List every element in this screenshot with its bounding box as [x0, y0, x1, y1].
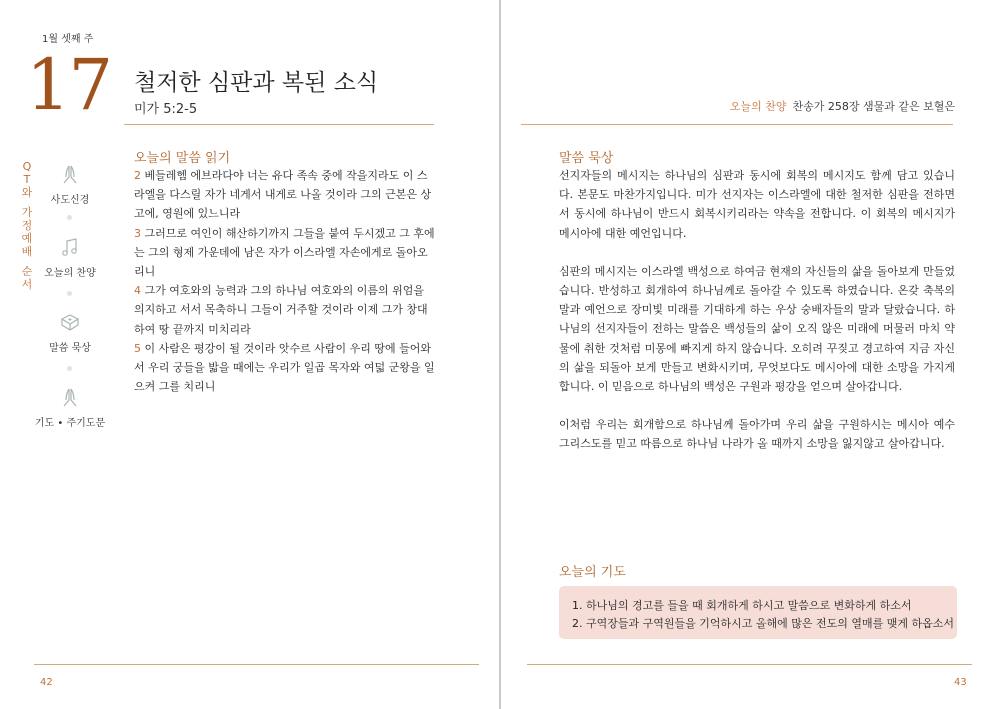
footer-divider [34, 664, 479, 665]
prayer-box [559, 586, 957, 639]
meditation-paragraph: 선지자들의 메시지는 하나님의 심판과 동시에 회복의 메시지도 함께 담고 있습니다. 본문도 마찬가지입니다. 미가 선지자는 이스라엘에 대한 철저한 심판을 전하면서 동시에 하나님이 반드시 회복시키리라는 약속을 전합니다. 이 회복의 메시지가 메시아에 대한 예언입니다. [559, 169, 955, 240]
footer-divider [527, 664, 972, 665]
hymn-label: 오늘의 찬양 [729, 100, 787, 113]
nav-item-meditation [42, 311, 98, 354]
prayer-heading: 오늘의 기도 [559, 565, 626, 580]
scripture-passage [134, 166, 436, 396]
hymn-title: 찬송가 258장 샘물과 같은 보혈은 [792, 100, 955, 113]
scripture-reference: 미가 5:2-5 [134, 102, 198, 117]
verse: 5 이 사람은 평강이 될 것이라 앗수르 사람이 우리 땅에 들어와서 우리 궁들을 밟을 때에는 우리가 일곱 목자와 여덟 군왕을 일으켜 그를 치리니 [134, 341, 435, 394]
page-number: 43 [954, 677, 967, 688]
verse: 3 그러므로 여인이 해산하기까지 그들을 붙여 두시겠고 그 후에는 그의 형제 가운데에 남은 자가 이스라엘 자손에게로 돌아오리니 [134, 226, 435, 279]
page-number: 42 [40, 677, 53, 688]
nav-separator-dot [67, 366, 72, 371]
meditation-paragraph: 이처럼 우리는 회개함으로 하나님께 돌아가며 우리 삶을 구원하시는 메시아 예수 그리스도를 믿고 따름으로 하나님 나라가 올 때까지 소망을 잃지않고 살아갑니다. [559, 418, 955, 451]
prayer-item: 1. 하나님의 경고를 들을 때 회개하게 하시고 말씀으로 변화하게 하소서 [572, 599, 912, 612]
meditation-heading: 말씀 묵상 [559, 151, 614, 166]
prayer-item: 2. 구역장들과 구역원들을 기억하시고 올해에 많은 전도의 열매를 맺게 하옵소서 [572, 617, 954, 630]
nav-separator-dot [67, 215, 72, 220]
nav-item-prayer [34, 386, 106, 429]
nav-label-prayer: 기도 • 주기도문 [34, 418, 106, 429]
nav-item-creed [42, 163, 98, 206]
meditation-text [559, 166, 955, 473]
header-divider [124, 124, 434, 125]
verse: 2 베들레헴 에브라다야 너는 유다 족속 중에 작을지라도 이 스라엘을 다스릴 자가 네게서 내게로 나올 것이라 그의 근본은 상고에, 영원에 있느니라 [134, 169, 432, 221]
page-title: 철저한 심판과 복된 소식 [134, 70, 379, 96]
nav-item-hymn [42, 236, 98, 279]
side-label: Q T 와 가 정 예 배 순 서 [21, 160, 33, 291]
nav-separator-dot [67, 291, 72, 296]
left-page [0, 0, 499, 709]
nav-label-hymn: 오늘의 찬양 [44, 268, 96, 279]
todays-hymn [730, 98, 955, 114]
right-page [501, 0, 1000, 709]
praying-hands-icon [58, 163, 82, 187]
nav-label-meditation: 말씀 묵상 [49, 343, 91, 354]
bible-icon [58, 311, 82, 335]
header-divider [521, 124, 953, 125]
reading-heading: 오늘의 말씀 읽기 [134, 151, 231, 166]
nav-label-creed: 사도신경 [50, 195, 90, 206]
verse: 4 그가 여호와의 능력과 그의 하나님 여호와의 이름의 위엄을 의지하고 서서 목축하니 그들이 거주할 것이라 이제 그가 창대하여 땅 끝까지 미치리라 [134, 284, 428, 336]
praying-hands-icon [58, 386, 82, 410]
music-note-icon [58, 236, 82, 260]
meditation-paragraph: 심판의 메시지는 이스라엘 백성으로 하여금 현재의 자신들의 삶을 돌아보게 만들었습니다. 반성하고 회개하여 하나님께로 돌아갈 수 있도록 하였습니다. 온갖 축복의 말과 예언으로 장미빛 미래를 기대하게 하는 우상 숭배자들의 말과 달랐습니다. 하나님의 선지자들이 전하는 말씀은 백성들의 삶이 오직 않은 미래에 머물러 마치 약물에 취한 것처럼 미몽에 빠지게 하지 않습니다. 오히려 꾸짖고 경고하여 지금 자신의 삶을 되돌아 보게 만들고 변화시키며, 무엇보다도 메시아에 대한 소망을 가지게 합니다. 이 믿음으로 하나님의 백성은 구원과 평강을 얻으며 살아갑니다. [559, 264, 955, 394]
week-label: 1월 셋째 주 [42, 34, 94, 45]
day-number: 17 [26, 44, 112, 126]
